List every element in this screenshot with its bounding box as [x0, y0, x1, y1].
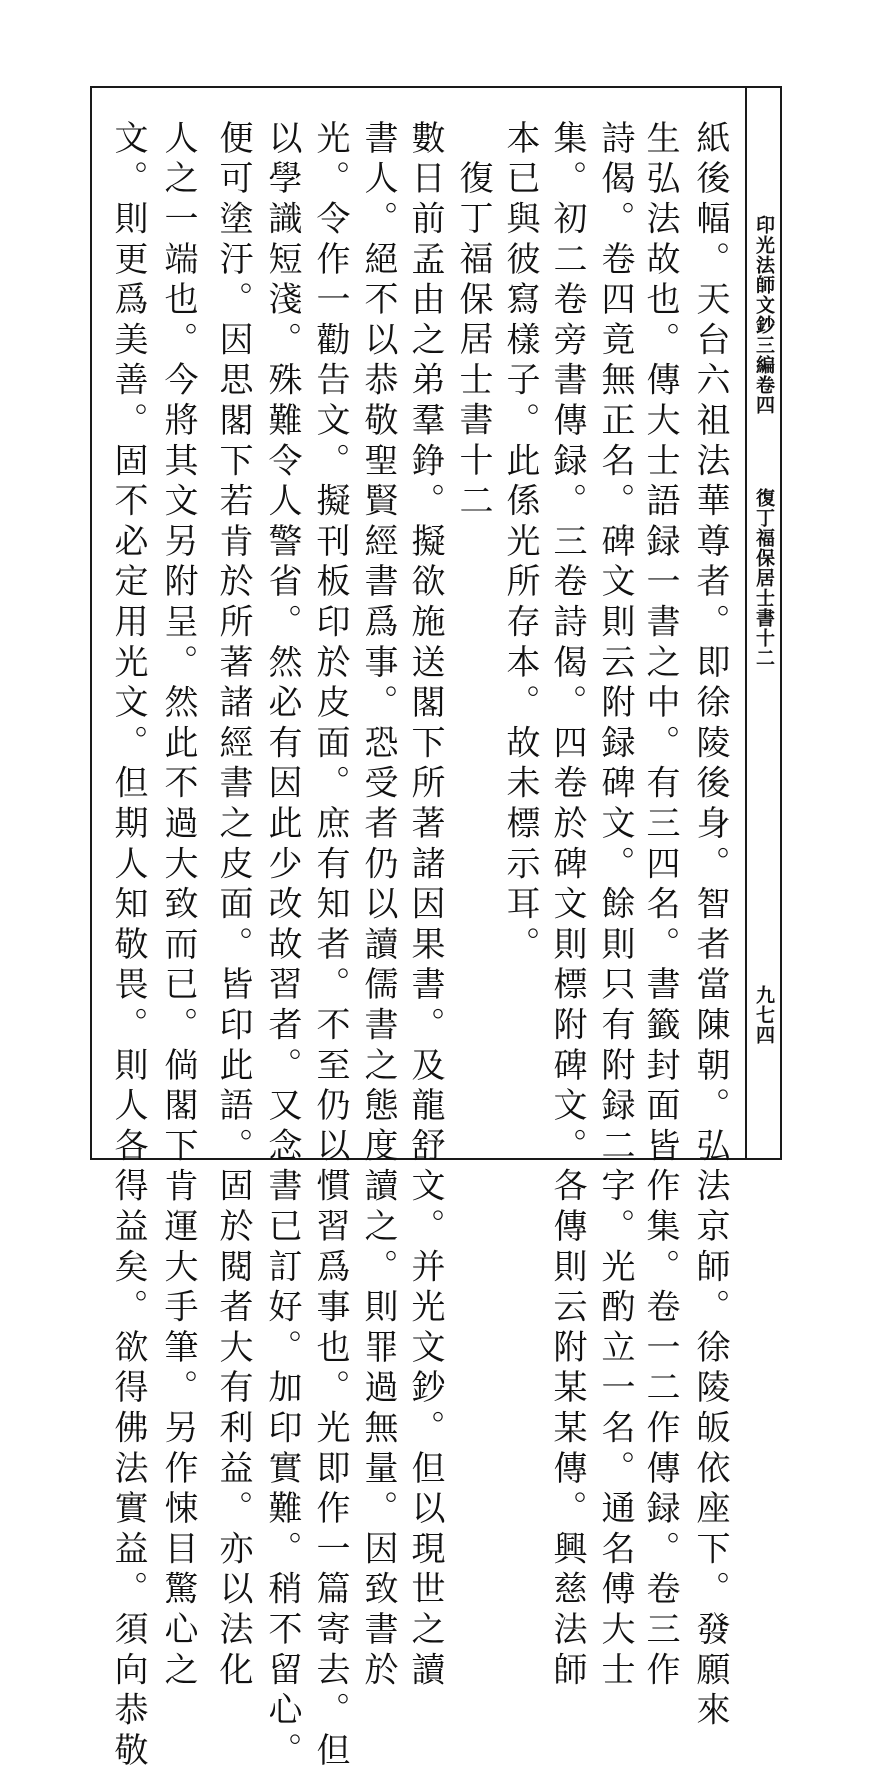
- text-column: 數日前孟由之弟羣錚。擬欲施送閣下所著諸因果書。及龍舒文。并光文鈔。但以現世之讀: [405, 120, 445, 1692]
- text-column: 書人。絕不以恭敬聖賢經書爲事。恐受者仍以讀儒書之態度讀之。則罪過無量。因致書於: [358, 120, 398, 1692]
- section-heading: 復丁福保居士書十二: [453, 160, 493, 523]
- text-column: 人之一端也。今將其文另附呈。然此不過大致而已。倘閣下肯運大手筆。另作悚目驚心之: [158, 120, 198, 1692]
- text-column: 便可塗汙。因思閣下若肯於所著諸經書之皮面。皆印此語。固於閱者大有利益。亦以法化: [213, 120, 253, 1692]
- text-column: 本已與彼寫樣子。此係光所存本。故未標示耳。: [500, 120, 540, 967]
- book-title: 印光法師文鈔三編卷四: [753, 215, 775, 415]
- text-column: 集。初二卷旁書傳録。三卷詩偈。四卷於碑文則標附碑文。各傳則云附某某傳。興慈法師: [547, 120, 587, 1692]
- section-title-header: 復丁福保居士書十二: [753, 488, 775, 668]
- text-column: 生弘法故也。傳大士語録一書之中。有三四名。書籤封面皆作集。卷一二作傳録。卷三作: [640, 120, 680, 1692]
- text-column: 文。則更爲美善。固不必定用光文。但期人知敬畏。則人各得益矣。欲得佛法實益。須向恭敬: [108, 120, 148, 1772]
- text-column: 光。令作一勸告文。擬刊板印於皮面。庶有知者。不至仍以慣習爲事也。光即作一篇寄去。但: [310, 120, 350, 1772]
- text-column: 以學識短淺。殊難令人警省。然必有因此少改故習者。又念書已訂好。加印實難。稍不留心。: [262, 120, 302, 1772]
- page-number: 九七四: [753, 985, 775, 1045]
- text-column: 詩偈。卷四竟無正名。碑文則云附録碑文。餘則只有附録二字。光酌立一名。通名傅大士: [595, 120, 635, 1692]
- text-column: 紙後幅。天台六祖法華尊者。即徐陵後身。智者當陳朝。弘法京師。徐陵皈依座下。發願來: [690, 120, 730, 1732]
- header-rule: [745, 86, 747, 1160]
